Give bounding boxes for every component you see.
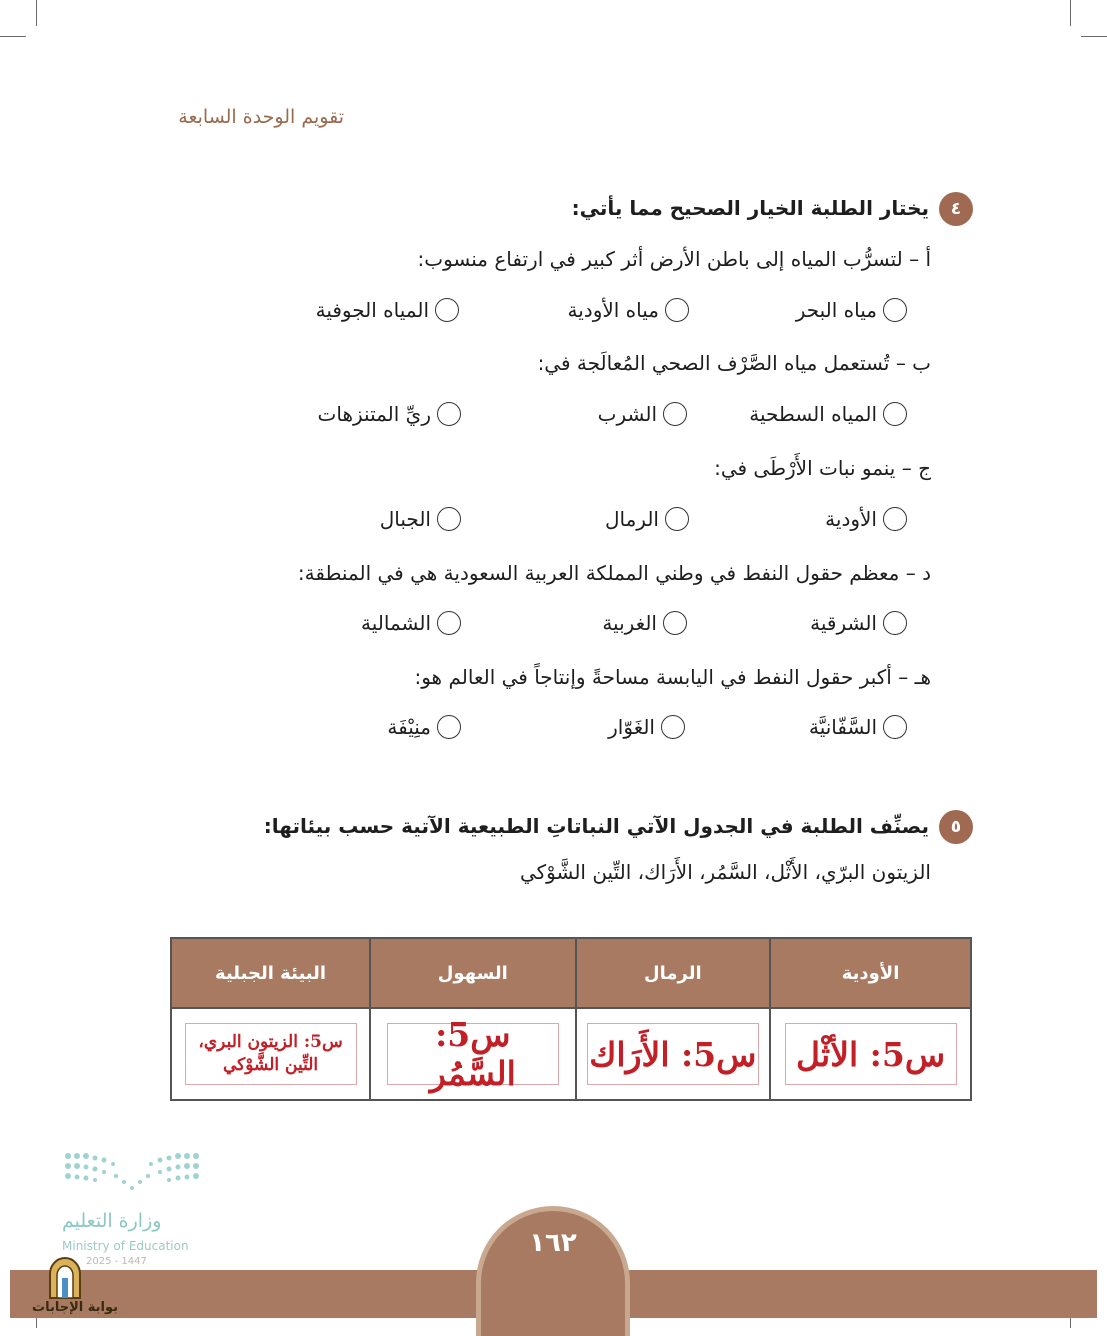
radio-circle-icon[interactable] — [437, 715, 461, 739]
answer-box: س5: الزيتون البري، التِّين الشَّوْكي — [185, 1023, 357, 1085]
table-header: السهول — [370, 938, 575, 1008]
radio-option[interactable]: الغربية — [602, 611, 687, 635]
question-stem: ب – تُستعمل مياه الصَّرْف الصحي المُعالَجة في: — [537, 351, 931, 375]
site-logo-icon — [44, 1256, 86, 1300]
ministry-name-english: Ministry of Education — [62, 1239, 189, 1253]
ministry-name-arabic: وزارة التعليم — [62, 1210, 162, 1232]
table-cell[interactable] — [171, 1008, 370, 1100]
ministry-logo-icon — [64, 1150, 200, 1202]
table-header: البيئة الجبلية — [171, 938, 370, 1008]
question-number-badge: ٥ — [939, 810, 973, 844]
radio-circle-icon[interactable] — [437, 507, 461, 531]
table-cell[interactable] — [370, 1008, 575, 1100]
radio-option[interactable]: المياه الجوفية — [316, 298, 459, 322]
radio-option[interactable]: مياه البحر — [796, 298, 907, 322]
radio-circle-icon[interactable] — [663, 402, 687, 426]
crop-mark — [1070, 0, 1071, 26]
radio-option[interactable]: ريِّ المتنزهات — [318, 402, 461, 426]
question-stem: د – معظم حقول النفط في وطني المملكة العربية السعودية هي في المنطقة: — [297, 561, 931, 585]
radio-circle-icon[interactable] — [437, 611, 461, 635]
answer-box: س5: السَّمُر — [387, 1023, 559, 1085]
question-number-badge: ٤ — [939, 192, 973, 226]
table-cell[interactable] — [770, 1008, 971, 1100]
radio-circle-icon[interactable] — [883, 402, 907, 426]
table-cell[interactable] — [576, 1008, 771, 1100]
ministry-edition: 2025 - 1447 — [86, 1256, 147, 1267]
radio-option[interactable]: السَّفّانيَّة — [809, 715, 907, 739]
question-stem: هـ – أكبر حقول النفط في اليابسة مساحةً وإنتاجاً في العالم هو: — [414, 665, 931, 689]
radio-option[interactable]: الجبال — [380, 507, 461, 531]
page-number-tab — [476, 1206, 630, 1336]
radio-circle-icon[interactable] — [665, 298, 689, 322]
radio-circle-icon[interactable] — [665, 507, 689, 531]
radio-option[interactable]: الرمال — [605, 507, 689, 531]
question-prompt: يختار الطلبة الخيار الصحيح مما يأتي: — [571, 196, 929, 220]
question-stem: أ – لتسرُّب المياه إلى باطن الأرض أثر كبير في ارتفاع منسوب: — [417, 247, 931, 271]
radio-option[interactable]: الغَوّار — [608, 715, 685, 739]
radio-option[interactable]: الأودية — [825, 507, 907, 531]
radio-circle-icon[interactable] — [883, 611, 907, 635]
radio-circle-icon[interactable] — [435, 298, 459, 322]
site-name: بوابة الإجابات — [32, 1300, 118, 1315]
radio-circle-icon[interactable] — [661, 715, 685, 739]
crop-mark — [1081, 36, 1107, 37]
table-header: الرمال — [576, 938, 771, 1008]
radio-circle-icon[interactable] — [883, 715, 907, 739]
radio-option[interactable]: الشرقية — [810, 611, 907, 635]
question-prompt: يصنِّف الطلبة في الجدول الآتي النباتاتِ الطبيعية الآتية حسب بيئاتها: — [263, 814, 929, 838]
unit-title: تقويم الوحدة السابعة — [178, 106, 344, 128]
page-number: ١٦٢ — [529, 1228, 577, 1258]
answer-box: س5: الأَرَاك — [587, 1023, 759, 1085]
answer-box: س5: الأثْل — [785, 1023, 957, 1085]
radio-circle-icon[interactable] — [883, 298, 907, 322]
radio-option[interactable]: الشمالية — [361, 611, 461, 635]
radio-circle-icon[interactable] — [437, 402, 461, 426]
plants-list: الزيتون البرّي، الأَثْل، السَّمُر، الأَرَاك، التِّين الشَّوْكي — [519, 860, 931, 884]
radio-option[interactable]: المياه السطحية — [749, 402, 907, 426]
radio-option[interactable]: مياه الأودية — [568, 298, 690, 322]
crop-mark — [36, 0, 37, 26]
radio-circle-icon[interactable] — [883, 507, 907, 531]
question-stem: ج – ينمو نبات الأَرْطَى في: — [714, 456, 931, 480]
crop-mark — [0, 36, 26, 37]
table-header: الأودية — [770, 938, 971, 1008]
classification-table — [170, 937, 972, 1101]
radio-circle-icon[interactable] — [663, 611, 687, 635]
radio-option[interactable]: الشرب — [598, 402, 687, 426]
radio-option[interactable]: منِيْفَة — [387, 715, 461, 739]
